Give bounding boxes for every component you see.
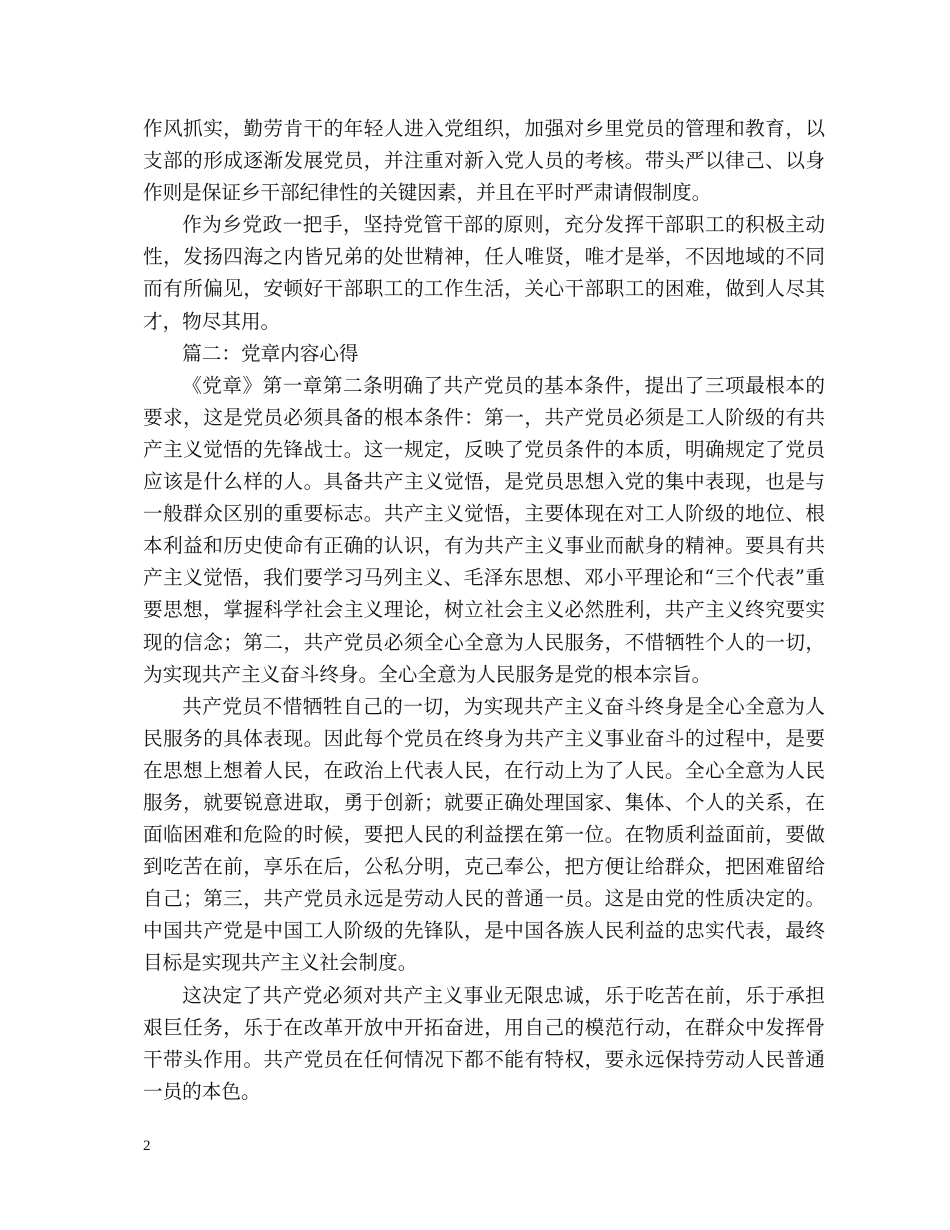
page-number: 2 xyxy=(143,1138,151,1154)
section-heading: 篇二：党章内容心得 xyxy=(182,341,359,365)
paragraph: 《党章》第一章第二条明确了共产党员的基本条件，提出了三项最根本的要求，这是党员必须具备的根本条件：第一，共产党员必须是工人阶级的有共产主义觉悟的先锋战士。这一规定，反映了党员条件的本质，明确规定了党员应该是什么样的人。具备共产主义觉悟，是党员思想入党的集中表现，也是与一般群众区别的重要标志。共产主义觉悟，主要体现在对工人阶级的地位、根本利益和历史使命有正确的认识，有为共产主义事业而献身的精神。要具有共产主义觉悟，我们要学习马列主义、毛泽东思想、邓小平理论和“三个代表”重要思想，掌握科学社会主义理论，树立社会主义必然胜利，共产主义终究要实现的信念；第二，共产党员必须全心全意为人民服务，不惜牺牲个人的一切，为实现共产主义奋斗终身。全心全意为人民服务是党的根本宗旨。 xyxy=(143,373,825,686)
paragraph-continuation: 作风抓实，勤劳肯干的年轻人进入党组织，加强对乡里党员的管理和教育，以支部的形成逐渐发展党员，并注重对新入党人员的考核。带头严以律己、以身作则是保证乡干部纪律性的关键因素，并且在平时严肃请假制度。 xyxy=(143,117,825,205)
paragraph: 作为乡党政一把手，坚持党管干部的原则，充分发挥干部职工的积极主动性，发扬四海之内皆兄弟的处世精神，任人唯贤，唯才是举，不因地域的不同而有所偏见，安顿好干部职工的工作生活，关心干部职工的困难，做到人尽其才，物尽其用。 xyxy=(143,213,825,333)
paragraph: 共产党员不惜牺牲自己的一切，为实现共产主义奋斗终身是全心全意为人民服务的具体表现。因此每个党员在终身为共产主义事业奋斗的过程中，是要在思想上想着人民，在政治上代表人民，在行动上为了人民。全心全意为人民服务，就要锐意进取，勇于创新；就要正确处理国家、集体、个人的关系，在面临困难和危险的时候，要把人民的利益摆在第一位。在物质利益面前，要做到吃苦在前，享乐在后，公私分明，克己奉公，把方便让给群众，把困难留给自己；第三，共产党员永远是劳动人民的普通一员。这是由党的性质决定的。中国共产党是中国工人阶级的先锋队，是中国各族人民利益的忠实代表，最终目标是实现共产主义社会制度。 xyxy=(143,694,825,975)
document-body xyxy=(143,113,825,1108)
paragraph: 这决定了共产党必须对共产主义事业无限忠诚，乐于吃苦在前，乐于承担艰巨任务，乐于在改革开放中开拓奋进，用自己的模范行动，在群众中发挥骨干带头作用。共产党员在任何情况下都不能有特权，要永远保持劳动人民普通一员的本色。 xyxy=(143,983,825,1103)
